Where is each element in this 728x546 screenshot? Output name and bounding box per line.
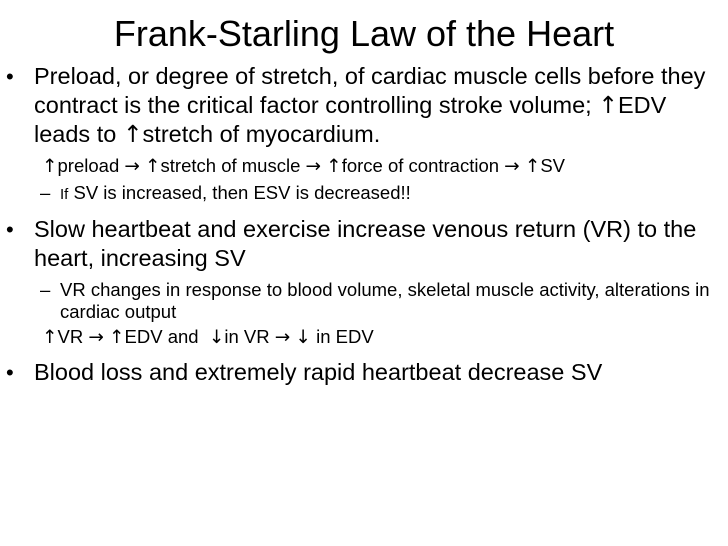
bullet-marker: • [6,64,14,89]
chain-force: force of contraction [341,155,500,176]
right-arrow-icon: → [88,327,104,348]
sv-note-if: If [60,186,69,203]
sub-preload-chain [0,155,728,178]
chain-sv: SV [540,155,566,176]
sub-sv-note [0,182,728,206]
chain-preload: preload [57,155,120,176]
chain-stretch: stretch of muscle [160,155,301,176]
in-vr-label: in VR [224,326,270,347]
bullet-blood-text: Blood loss and extremely rapid heartbeat decrease SV [34,359,603,385]
bullet-list [0,62,728,387]
up-arrow-icon: ↑ [109,327,125,348]
bullet-preload-edv: EDV leads to [34,92,667,147]
up-arrow-icon: ↑ [145,156,161,177]
dash-marker: – [40,279,51,300]
down-arrow-icon: ↓ [208,327,225,348]
up-arrow-icon: ↑ [524,156,541,177]
right-arrow-icon: → [504,156,520,177]
bullet-preload-text: Preload, or degree of stretch, of cardiac muscle cells before they contract is the critical factor controlling stroke volume; [34,63,706,118]
sub-vr-edv [0,326,728,349]
slide-title: Frank-Starling Law of the Heart [113,13,615,54]
edv-and-label: EDV and [124,326,199,347]
bullet-blood-loss [0,358,728,387]
up-arrow-icon: ↑ [122,120,143,148]
up-arrow-icon: ↑ [326,156,342,177]
vr-changes-text: VR changes in response to blood volume, skeletal muscle activity, alterations in cardiac output [60,279,710,322]
bullet-slow-heartbeat [0,215,728,273]
bullet-slow-text: Slow heartbeat and exercise increase venous return (VR) to the heart, increasing SV [34,216,697,271]
right-arrow-icon: → [274,327,291,348]
bullet-preload [0,62,728,149]
bullet-preload-stretch: stretch of myocardium. [142,121,381,147]
right-arrow-icon: → [124,156,140,177]
bullet-marker: • [6,360,14,385]
down-arrow-icon: ↓ [295,327,311,348]
up-arrow-icon: ↑ [42,327,58,348]
up-arrow-icon: ↑ [598,91,618,119]
in-edv-label: in EDV [316,326,374,347]
dash-marker: – [40,182,51,203]
up-arrow-icon: ↑ [42,156,58,177]
sv-note-text: SV is increased, then ESV is decreased!! [73,182,411,203]
vr-label: VR [57,326,84,347]
bullet-marker: • [6,217,14,242]
sub-vr-changes [0,279,728,323]
right-arrow-icon: → [305,156,322,177]
